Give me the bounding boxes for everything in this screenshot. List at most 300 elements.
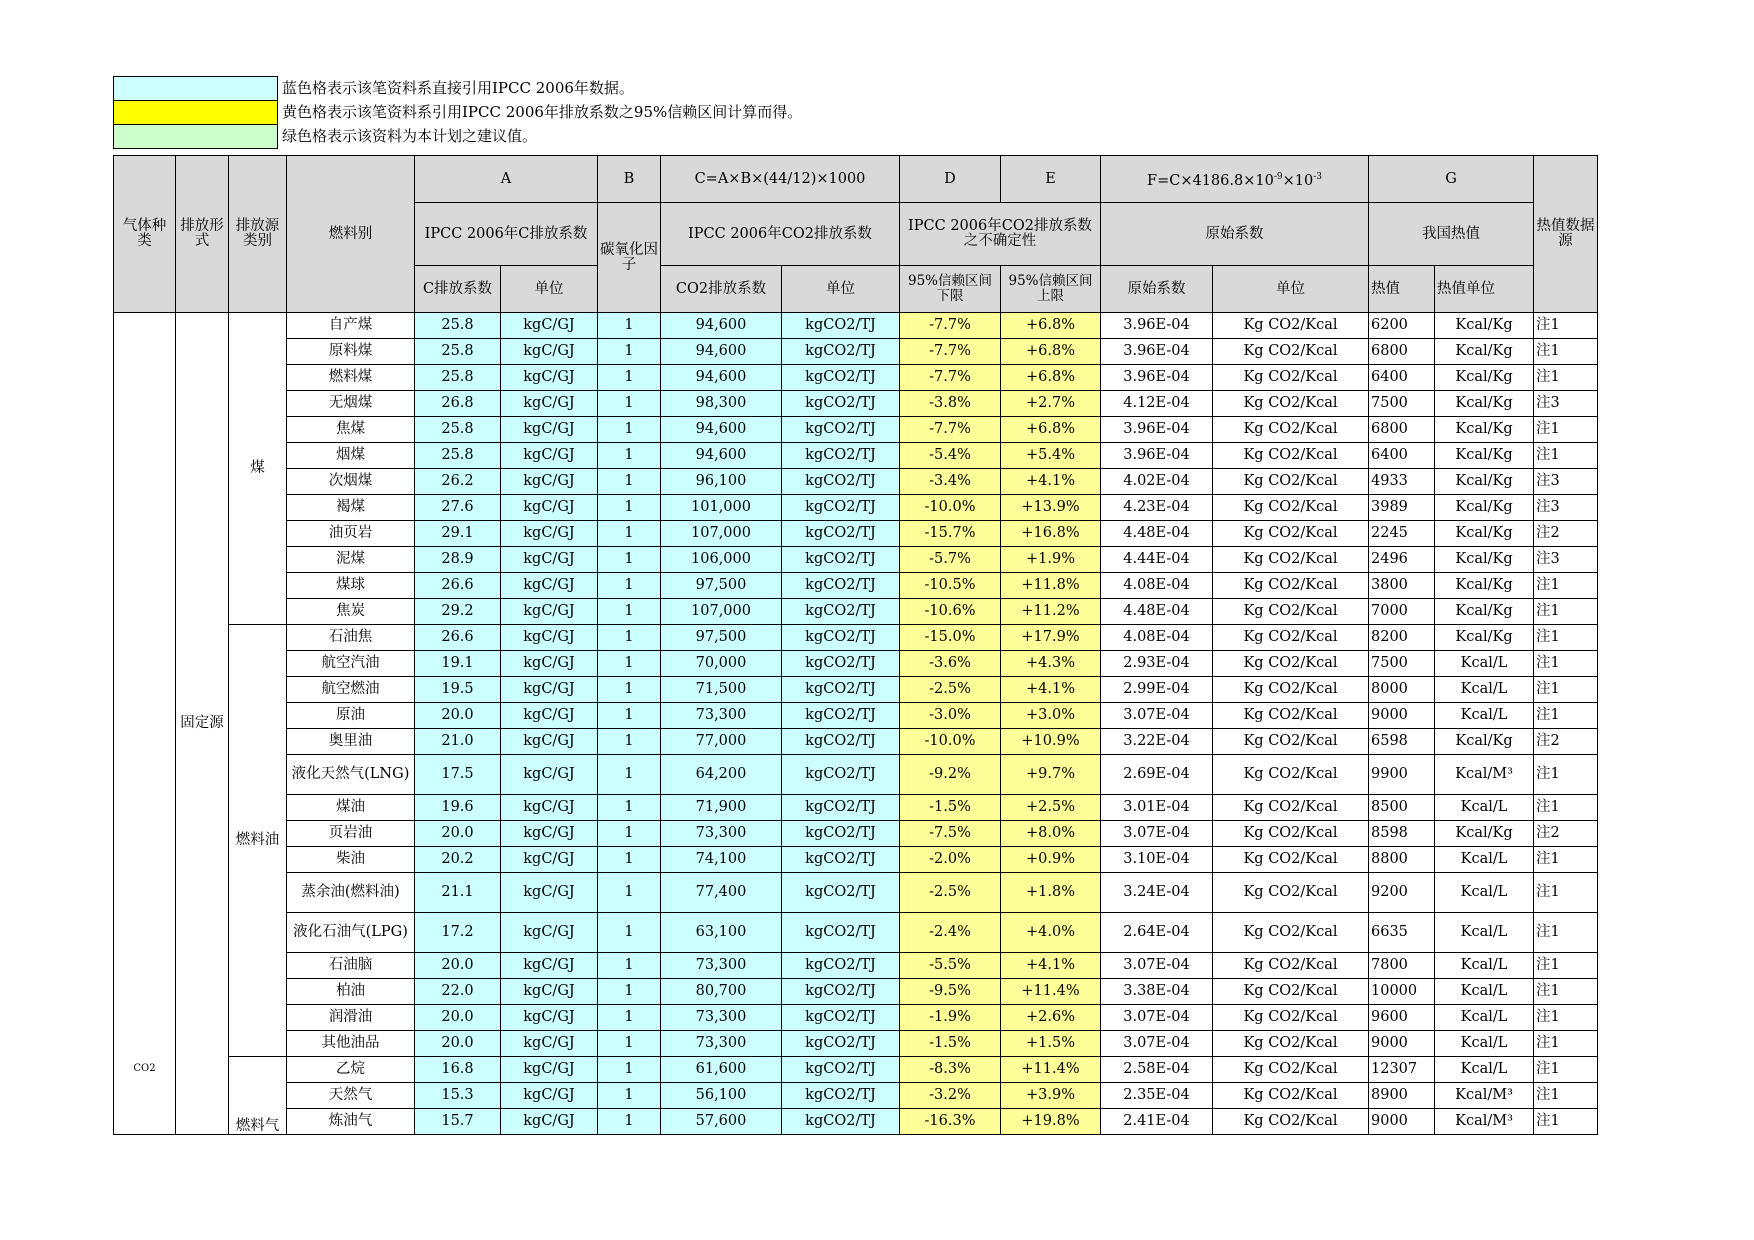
heat-value-cell: 8200	[1369, 625, 1435, 651]
header-emission-form: 排放形式	[176, 156, 229, 313]
color-legend	[113, 76, 807, 149]
co2-factor-cell: 64,200	[661, 755, 782, 795]
heat-unit-cell: Kcal/Kg	[1435, 339, 1534, 365]
upper-bound-cell: +11.2%	[1001, 599, 1101, 625]
c-unit-cell: kgC/GJ	[501, 521, 598, 547]
lower-bound-cell: -2.5%	[900, 677, 1001, 703]
fuel-cell: 煤球	[287, 573, 415, 599]
lower-bound-cell: -7.7%	[900, 339, 1001, 365]
original-factor-cell: 4.02E-04	[1101, 469, 1213, 495]
original-factor-cell: 2.41E-04	[1101, 1109, 1213, 1135]
heat-unit-cell: Kcal/L	[1435, 979, 1534, 1005]
co2-factor-cell: 73,300	[661, 821, 782, 847]
co2-unit-cell: kgCO2/TJ	[782, 365, 900, 391]
legend-text-green: 绿色格表示该资料为本计划之建议值。	[282, 127, 538, 145]
fuel-cell: 石油脑	[287, 953, 415, 979]
co2-factor-cell: 96,100	[661, 469, 782, 495]
co2-factor-cell: 107,000	[661, 599, 782, 625]
fuel-cell: 褐煤	[287, 495, 415, 521]
original-unit-cell: Kg CO2/Kcal	[1213, 703, 1369, 729]
upper-bound-cell: +6.8%	[1001, 339, 1101, 365]
heat-unit-cell: Kcal/L	[1435, 953, 1534, 979]
heat-source-cell: 注1	[1534, 1057, 1598, 1083]
header-col-g: G	[1369, 156, 1534, 203]
gas-type-cell: CO2	[114, 313, 176, 1135]
heat-value-cell: 7500	[1369, 651, 1435, 677]
category-coal-cell: 煤	[229, 313, 287, 625]
upper-bound-cell: +16.8%	[1001, 521, 1101, 547]
fuel-cell: 自产煤	[287, 313, 415, 339]
oxidation-cell: 1	[598, 1005, 661, 1031]
fuel-cell: 液化天然气(LNG)	[287, 755, 415, 795]
original-unit-cell: Kg CO2/Kcal	[1213, 1005, 1369, 1031]
heat-value-cell: 7000	[1369, 599, 1435, 625]
c-factor-cell: 28.9	[415, 547, 501, 573]
heat-value-cell: 6800	[1369, 417, 1435, 443]
c-factor-cell: 20.0	[415, 821, 501, 847]
upper-bound-cell: +4.3%	[1001, 651, 1101, 677]
original-factor-cell: 2.64E-04	[1101, 913, 1213, 953]
table-row	[114, 729, 1598, 755]
oxidation-cell: 1	[598, 495, 661, 521]
legend-row-yellow	[114, 101, 807, 125]
oxidation-cell: 1	[598, 677, 661, 703]
co2-unit-cell: kgCO2/TJ	[782, 821, 900, 847]
c-factor-cell: 19.5	[415, 677, 501, 703]
original-factor-cell: 3.10E-04	[1101, 847, 1213, 873]
c-unit-cell: kgC/GJ	[501, 625, 598, 651]
table-row	[114, 795, 1598, 821]
original-unit-cell: Kg CO2/Kcal	[1213, 625, 1369, 651]
co2-unit-cell: kgCO2/TJ	[782, 313, 900, 339]
lower-bound-cell: -2.0%	[900, 847, 1001, 873]
fuel-cell: 油页岩	[287, 521, 415, 547]
header-col-f-exp2: -3	[1313, 171, 1322, 182]
lower-bound-cell: -7.7%	[900, 313, 1001, 339]
original-unit-cell: Kg CO2/Kcal	[1213, 795, 1369, 821]
co2-unit-cell: kgCO2/TJ	[782, 547, 900, 573]
co2-unit-cell: kgCO2/TJ	[782, 339, 900, 365]
fuel-cell: 原油	[287, 703, 415, 729]
heat-source-cell: 注2	[1534, 521, 1598, 547]
heat-value-cell: 3800	[1369, 573, 1435, 599]
c-unit-cell: kgC/GJ	[501, 339, 598, 365]
lower-bound-cell: -2.5%	[900, 873, 1001, 913]
heat-unit-cell: Kcal/Kg	[1435, 573, 1534, 599]
heat-source-cell: 注1	[1534, 573, 1598, 599]
table-row	[114, 625, 1598, 651]
fuel-cell: 焦炭	[287, 599, 415, 625]
lower-bound-cell: -3.4%	[900, 469, 1001, 495]
c-unit-cell: kgC/GJ	[501, 365, 598, 391]
heat-unit-cell: Kcal/L	[1435, 1005, 1534, 1031]
heat-value-cell: 8800	[1369, 847, 1435, 873]
original-unit-cell: Kg CO2/Kcal	[1213, 1031, 1369, 1057]
table-row	[114, 873, 1598, 913]
original-factor-cell: 3.38E-04	[1101, 979, 1213, 1005]
original-unit-cell: Kg CO2/Kcal	[1213, 729, 1369, 755]
upper-bound-cell: +3.9%	[1001, 1083, 1101, 1109]
category-gas-cell: 燃料气	[229, 1057, 287, 1135]
original-unit-cell: Kg CO2/Kcal	[1213, 1083, 1369, 1109]
heat-source-cell: 注1	[1534, 625, 1598, 651]
heat-unit-cell: Kcal/Kg	[1435, 365, 1534, 391]
original-factor-cell: 3.01E-04	[1101, 795, 1213, 821]
header-national-heat: 我国热值	[1369, 203, 1534, 266]
heat-source-cell: 注1	[1534, 1005, 1598, 1031]
lower-bound-cell: -5.4%	[900, 443, 1001, 469]
upper-bound-cell: +6.8%	[1001, 365, 1101, 391]
table-row	[114, 979, 1598, 1005]
table-row	[114, 703, 1598, 729]
c-factor-cell: 29.2	[415, 599, 501, 625]
co2-factor-cell: 77,000	[661, 729, 782, 755]
original-unit-cell: Kg CO2/Kcal	[1213, 547, 1369, 573]
header-fuel: 燃料别	[287, 156, 415, 313]
header-col-d: D	[900, 156, 1001, 203]
heat-unit-cell: Kcal/M³	[1435, 1083, 1534, 1109]
header-ipcc-co2: IPCC 2006年CO2排放系数	[661, 203, 900, 266]
fuel-cell: 蒸余油(燃料油)	[287, 873, 415, 913]
header-source-category: 排放源类别	[229, 156, 287, 313]
co2-factor-cell: 94,600	[661, 365, 782, 391]
table-row	[114, 755, 1598, 795]
heat-source-cell: 注1	[1534, 979, 1598, 1005]
table-row	[114, 651, 1598, 677]
heat-unit-cell: Kcal/Kg	[1435, 391, 1534, 417]
lower-bound-cell: -10.6%	[900, 599, 1001, 625]
heat-value-cell: 6800	[1369, 339, 1435, 365]
heat-unit-cell: Kcal/L	[1435, 1057, 1534, 1083]
original-factor-cell: 3.22E-04	[1101, 729, 1213, 755]
original-factor-cell: 3.07E-04	[1101, 1005, 1213, 1031]
c-unit-cell: kgC/GJ	[501, 677, 598, 703]
oxidation-cell: 1	[598, 625, 661, 651]
original-factor-cell: 4.48E-04	[1101, 599, 1213, 625]
header-col-a: A	[415, 156, 598, 203]
c-unit-cell: kgC/GJ	[501, 873, 598, 913]
table-row	[114, 365, 1598, 391]
c-factor-cell: 25.8	[415, 365, 501, 391]
table-row	[114, 953, 1598, 979]
original-factor-cell: 3.96E-04	[1101, 313, 1213, 339]
table-row	[114, 1031, 1598, 1057]
header-orig-unit: 单位	[1213, 266, 1369, 313]
upper-bound-cell: +1.8%	[1001, 873, 1101, 913]
header-original: 原始系数	[1101, 203, 1369, 266]
co2-factor-cell: 94,600	[661, 417, 782, 443]
lower-bound-cell: -2.4%	[900, 913, 1001, 953]
heat-value-cell: 9000	[1369, 1031, 1435, 1057]
upper-bound-cell: +4.1%	[1001, 469, 1101, 495]
oxidation-cell: 1	[598, 339, 661, 365]
co2-factor-cell: 73,300	[661, 953, 782, 979]
c-factor-cell: 25.8	[415, 417, 501, 443]
lower-bound-cell: -15.0%	[900, 625, 1001, 651]
c-unit-cell: kgC/GJ	[501, 795, 598, 821]
upper-bound-cell: +4.1%	[1001, 677, 1101, 703]
original-factor-cell: 2.58E-04	[1101, 1057, 1213, 1083]
co2-factor-cell: 71,900	[661, 795, 782, 821]
heat-unit-cell: Kcal/L	[1435, 651, 1534, 677]
upper-bound-cell: +9.7%	[1001, 755, 1101, 795]
original-unit-cell: Kg CO2/Kcal	[1213, 677, 1369, 703]
co2-unit-cell: kgCO2/TJ	[782, 521, 900, 547]
original-unit-cell: Kg CO2/Kcal	[1213, 1057, 1369, 1083]
heat-source-cell: 注1	[1534, 365, 1598, 391]
lower-bound-cell: -1.5%	[900, 1031, 1001, 1057]
c-unit-cell: kgC/GJ	[501, 913, 598, 953]
co2-unit-cell: kgCO2/TJ	[782, 391, 900, 417]
heat-source-cell: 注3	[1534, 547, 1598, 573]
heat-unit-cell: Kcal/M³	[1435, 1109, 1534, 1135]
upper-bound-cell: +6.8%	[1001, 417, 1101, 443]
oxidation-cell: 1	[598, 365, 661, 391]
co2-factor-cell: 73,300	[661, 1005, 782, 1031]
co2-unit-cell: kgCO2/TJ	[782, 677, 900, 703]
oxidation-cell: 1	[598, 1083, 661, 1109]
fuel-cell: 煤油	[287, 795, 415, 821]
co2-unit-cell: kgCO2/TJ	[782, 1005, 900, 1031]
co2-unit-cell: kgCO2/TJ	[782, 469, 900, 495]
original-factor-cell: 4.08E-04	[1101, 573, 1213, 599]
original-unit-cell: Kg CO2/Kcal	[1213, 313, 1369, 339]
c-factor-cell: 20.0	[415, 1031, 501, 1057]
c-unit-cell: kgC/GJ	[501, 953, 598, 979]
original-unit-cell: Kg CO2/Kcal	[1213, 913, 1369, 953]
oxidation-cell: 1	[598, 417, 661, 443]
original-unit-cell: Kg CO2/Kcal	[1213, 755, 1369, 795]
original-factor-cell: 3.96E-04	[1101, 443, 1213, 469]
c-unit-cell: kgC/GJ	[501, 443, 598, 469]
oxidation-cell: 1	[598, 521, 661, 547]
heat-value-cell: 4933	[1369, 469, 1435, 495]
upper-bound-cell: +19.8%	[1001, 1109, 1101, 1135]
heat-value-cell: 9200	[1369, 873, 1435, 913]
upper-bound-cell: +4.0%	[1001, 913, 1101, 953]
fuel-cell: 航空汽油	[287, 651, 415, 677]
original-unit-cell: Kg CO2/Kcal	[1213, 495, 1369, 521]
fuel-cell: 焦煤	[287, 417, 415, 443]
heat-source-cell: 注1	[1534, 1083, 1598, 1109]
lower-bound-cell: -9.5%	[900, 979, 1001, 1005]
lower-bound-cell: -7.5%	[900, 821, 1001, 847]
heat-value-cell: 9600	[1369, 1005, 1435, 1031]
co2-unit-cell: kgCO2/TJ	[782, 495, 900, 521]
co2-unit-cell: kgCO2/TJ	[782, 1031, 900, 1057]
table-row	[114, 391, 1598, 417]
heat-unit-cell: Kcal/Kg	[1435, 599, 1534, 625]
table-row	[114, 1005, 1598, 1031]
co2-unit-cell: kgCO2/TJ	[782, 873, 900, 913]
c-unit-cell: kgC/GJ	[501, 469, 598, 495]
co2-factor-cell: 61,600	[661, 1057, 782, 1083]
oxidation-cell: 1	[598, 953, 661, 979]
heat-value-cell: 7500	[1369, 391, 1435, 417]
fuel-cell: 无烟煤	[287, 391, 415, 417]
table-row	[114, 339, 1598, 365]
fuel-cell: 烟煤	[287, 443, 415, 469]
fuel-cell: 页岩油	[287, 821, 415, 847]
co2-unit-cell: kgCO2/TJ	[782, 703, 900, 729]
heat-value-cell: 8598	[1369, 821, 1435, 847]
co2-unit-cell: kgCO2/TJ	[782, 913, 900, 953]
original-unit-cell: Kg CO2/Kcal	[1213, 847, 1369, 873]
fuel-cell: 原料煤	[287, 339, 415, 365]
lower-bound-cell: -10.5%	[900, 573, 1001, 599]
co2-factor-cell: 74,100	[661, 847, 782, 873]
co2-factor-cell: 94,600	[661, 339, 782, 365]
heat-value-cell: 9000	[1369, 703, 1435, 729]
heat-unit-cell: Kcal/L	[1435, 913, 1534, 953]
upper-bound-cell: +10.9%	[1001, 729, 1101, 755]
oxidation-cell: 1	[598, 703, 661, 729]
table-row	[114, 847, 1598, 873]
heat-unit-cell: Kcal/Kg	[1435, 521, 1534, 547]
table-row	[114, 547, 1598, 573]
co2-factor-cell: 63,100	[661, 913, 782, 953]
c-unit-cell: kgC/GJ	[501, 755, 598, 795]
header-uncertainty: IPCC 2006年CO2排放系数之不确定性	[900, 203, 1101, 266]
oxidation-cell: 1	[598, 979, 661, 1005]
c-unit-cell: kgC/GJ	[501, 703, 598, 729]
header-ipcc-c: IPCC 2006年C排放系数	[415, 203, 598, 266]
fuel-cell: 燃料煤	[287, 365, 415, 391]
oxidation-cell: 1	[598, 795, 661, 821]
original-unit-cell: Kg CO2/Kcal	[1213, 469, 1369, 495]
upper-bound-cell: +2.6%	[1001, 1005, 1101, 1031]
heat-value-cell: 9900	[1369, 755, 1435, 795]
oxidation-cell: 1	[598, 391, 661, 417]
co2-factor-cell: 57,600	[661, 1109, 782, 1135]
oxidation-cell: 1	[598, 469, 661, 495]
upper-bound-cell: +17.9%	[1001, 625, 1101, 651]
lower-bound-cell: -7.7%	[900, 365, 1001, 391]
legend-row-green	[114, 125, 807, 149]
co2-unit-cell: kgCO2/TJ	[782, 729, 900, 755]
heat-source-cell: 注1	[1534, 651, 1598, 677]
c-unit-cell: kgC/GJ	[501, 1083, 598, 1109]
co2-unit-cell: kgCO2/TJ	[782, 1109, 900, 1135]
upper-bound-cell: +2.5%	[1001, 795, 1101, 821]
heat-unit-cell: Kcal/Kg	[1435, 625, 1534, 651]
table-row	[114, 1109, 1598, 1135]
header-co2-factor: CO2排放系数	[661, 266, 782, 313]
table-row	[114, 913, 1598, 953]
heat-unit-cell: Kcal/M³	[1435, 755, 1534, 795]
heat-source-cell: 注1	[1534, 913, 1598, 953]
co2-unit-cell: kgCO2/TJ	[782, 573, 900, 599]
original-unit-cell: Kg CO2/Kcal	[1213, 339, 1369, 365]
original-unit-cell: Kg CO2/Kcal	[1213, 979, 1369, 1005]
heat-unit-cell: Kcal/Kg	[1435, 495, 1534, 521]
original-unit-cell: Kg CO2/Kcal	[1213, 953, 1369, 979]
emission-form-cell: 固定源	[176, 313, 229, 1135]
heat-value-cell: 8900	[1369, 1083, 1435, 1109]
upper-bound-cell: +6.8%	[1001, 313, 1101, 339]
oxidation-cell: 1	[598, 651, 661, 677]
co2-factor-cell: 101,000	[661, 495, 782, 521]
upper-bound-cell: +11.4%	[1001, 1057, 1101, 1083]
heat-source-cell: 注1	[1534, 339, 1598, 365]
upper-bound-cell: +11.8%	[1001, 573, 1101, 599]
heat-unit-cell: Kcal/Kg	[1435, 313, 1534, 339]
heat-value-cell: 6635	[1369, 913, 1435, 953]
oxidation-cell: 1	[598, 1109, 661, 1135]
original-factor-cell: 3.96E-04	[1101, 339, 1213, 365]
original-unit-cell: Kg CO2/Kcal	[1213, 1109, 1369, 1135]
header-col-f	[1101, 156, 1369, 203]
heat-value-cell: 6200	[1369, 313, 1435, 339]
c-factor-cell: 26.6	[415, 625, 501, 651]
c-unit-cell: kgC/GJ	[501, 547, 598, 573]
heat-unit-cell: Kcal/L	[1435, 873, 1534, 913]
heat-source-cell: 注1	[1534, 417, 1598, 443]
c-unit-cell: kgC/GJ	[501, 979, 598, 1005]
lower-bound-cell: -1.9%	[900, 1005, 1001, 1031]
original-factor-cell: 3.24E-04	[1101, 873, 1213, 913]
original-unit-cell: Kg CO2/Kcal	[1213, 521, 1369, 547]
legend-swatch-blue	[114, 77, 278, 101]
oxidation-cell: 1	[598, 547, 661, 573]
fuel-cell: 奥里油	[287, 729, 415, 755]
original-unit-cell: Kg CO2/Kcal	[1213, 599, 1369, 625]
original-factor-cell: 4.48E-04	[1101, 521, 1213, 547]
oxidation-cell: 1	[598, 847, 661, 873]
c-unit-cell: kgC/GJ	[501, 1005, 598, 1031]
original-factor-cell: 3.07E-04	[1101, 821, 1213, 847]
original-factor-cell: 3.07E-04	[1101, 703, 1213, 729]
oxidation-cell: 1	[598, 913, 661, 953]
oxidation-cell: 1	[598, 1031, 661, 1057]
legend-text-blue: 蓝色格表示该笔资料系直接引用IPCC 2006年数据。	[282, 79, 634, 97]
oxidation-cell: 1	[598, 573, 661, 599]
upper-bound-cell: +11.4%	[1001, 979, 1101, 1005]
c-factor-cell: 25.8	[415, 339, 501, 365]
upper-bound-cell: +1.9%	[1001, 547, 1101, 573]
header-col-b: B	[598, 156, 661, 203]
upper-bound-cell: +13.9%	[1001, 495, 1101, 521]
upper-bound-cell: +8.0%	[1001, 821, 1101, 847]
co2-unit-cell: kgCO2/TJ	[782, 795, 900, 821]
fuel-cell: 次烟煤	[287, 469, 415, 495]
co2-unit-cell: kgCO2/TJ	[782, 953, 900, 979]
heat-source-cell: 注1	[1534, 873, 1598, 913]
co2-unit-cell: kgCO2/TJ	[782, 625, 900, 651]
co2-unit-cell: kgCO2/TJ	[782, 1083, 900, 1109]
legend-swatch-green	[114, 125, 278, 149]
c-factor-cell: 16.8	[415, 1057, 501, 1083]
heat-unit-cell: Kcal/Kg	[1435, 729, 1534, 755]
heat-unit-cell: Kcal/Kg	[1435, 417, 1534, 443]
fuel-cell: 其他油品	[287, 1031, 415, 1057]
lower-bound-cell: -3.8%	[900, 391, 1001, 417]
heat-source-cell: 注3	[1534, 495, 1598, 521]
heat-value-cell: 8500	[1369, 795, 1435, 821]
heat-source-cell: 注1	[1534, 677, 1598, 703]
c-factor-cell: 25.8	[415, 443, 501, 469]
heat-value-cell: 9000	[1369, 1109, 1435, 1135]
table-row	[114, 521, 1598, 547]
c-unit-cell: kgC/GJ	[501, 573, 598, 599]
c-factor-cell: 19.6	[415, 795, 501, 821]
heat-unit-cell: Kcal/L	[1435, 703, 1534, 729]
c-factor-cell: 19.1	[415, 651, 501, 677]
co2-unit-cell: kgCO2/TJ	[782, 979, 900, 1005]
c-factor-cell: 17.2	[415, 913, 501, 953]
original-factor-cell: 2.93E-04	[1101, 651, 1213, 677]
fuel-cell: 航空燃油	[287, 677, 415, 703]
